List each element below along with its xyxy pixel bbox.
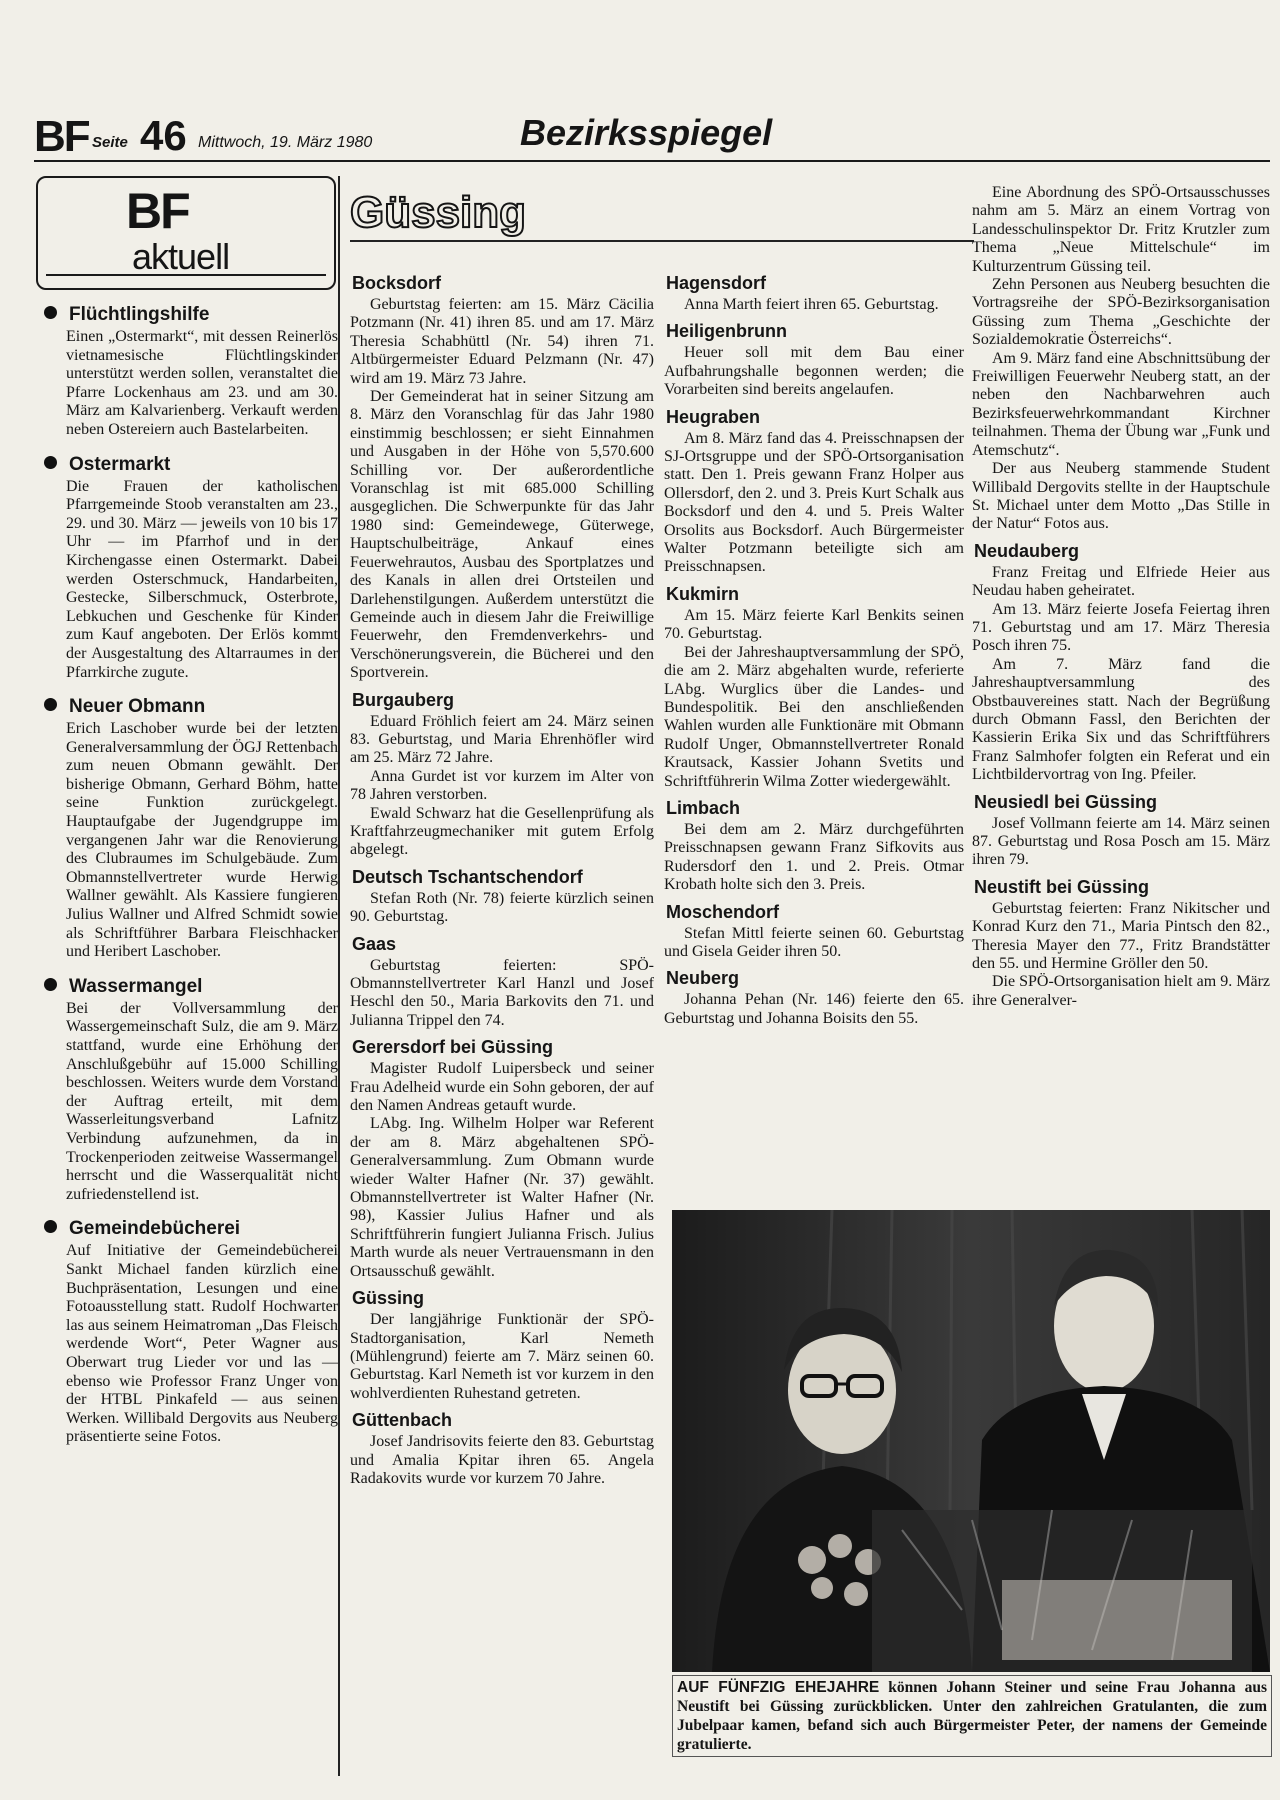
locality-paragraph: Johanna Pehan (Nr. 146) feierte den 65. Geburtstag und Johanna Boisits den 55.: [664, 991, 964, 1027]
locality-paragraph: Geburtstag feierten: SPÖ-Obmannstellvertreter Karl Hanzl und Josef Heschl den 50., Maria Barkovits den 71. und Julianna Trippel den 74.: [350, 956, 654, 1029]
locality-paragraph: LAbg. Ing. Wilhelm Holper war Referent der am 8. März abgehaltenen SPÖ-Generalversammlung. Zum Obmann wurde wieder Walter Hafner (Nr. 37) gewählt. Obmannstellvertreter ist Walter Hafner (Nr. 98), Kassier Julius Hafner und als Schriftführerin fungiert Julianna Frisch. Julius Marth wurde als neuer Vertrauensmann in den Ortsausschuß gewählt.: [350, 1115, 654, 1280]
bf-logo-rule: [46, 274, 326, 276]
locality-paragraph: Geburtstag feierten: Franz Nikitscher und Konrad Kurz den 71., Maria Pintsch den 82., Theresia Mayer den 77., Fritz Brandstätter den 55. und Hermine Gröller den 50.: [972, 899, 1270, 973]
locality-guttenbach: [350, 1409, 654, 1488]
locality-paragraph: Geburtstag feierten: am 15. März Cäcilia Potzmann (Nr. 41) ihren 85. und am 17. März Theresia Schabhüttl (Nr. 54) ihren 71. Altbürgermeister Eduard Pelzmann (Nr. 47) wird am 19. März 73 Jahre.: [350, 296, 654, 387]
couple-photo-graphic: [672, 1210, 1270, 1672]
locality-neuberg: [664, 967, 964, 1028]
locality-heading: Deutsch Tschantschendorf: [352, 866, 583, 887]
locality-paragraph: Der aus Neuberg stammende Student Willibald Dergovits stellte in der Hauptschule St. Michael unter dem Motto „Das Stille in der Natur“ Fotos aus.: [972, 460, 1270, 533]
locality-heading: Gaas: [352, 933, 397, 954]
news-item-neuer-obmann: [36, 696, 338, 962]
locality-gerersdorf-bei-gussing: [350, 1036, 654, 1281]
locality-heading: Güttenbach: [352, 1410, 453, 1431]
news-item-title: Wassermangel: [69, 975, 203, 997]
news-item-ostermarkt: [36, 454, 338, 683]
news-item-gemeindebucherei: [36, 1218, 338, 1447]
locality-bocksdorf: [350, 272, 654, 683]
photo-caption-text: können Johann Steiner und seine Frau Johanna aus Neustift bei Güssing zurückblicken. Unter den zahlreichen Gratulanten, die zum Jubelpaar kamen, befand sich auch Bürgermeister Peter, der namens der Gemeinde gratulierte.: [677, 1679, 1267, 1753]
issue-date: Mittwoch, 19. März 1980: [198, 134, 373, 151]
locality-heading: Neusiedl bei Güssing: [974, 791, 1158, 812]
masthead: [34, 110, 1274, 162]
locality-paragraph: Bei dem am 2. März durchgeführten Preisschnapsen gewann Franz Sifkovits aus Rudersdorf den 1. und 2. Preis. Otmar Krobath holte sich den 3. Preis.: [664, 820, 964, 894]
bullet-dot-icon: [44, 698, 57, 711]
locality-paragraph: Bei der Jahreshauptversammlung der SPÖ, die am 2. März abgehalten wurde, referierte LAbg. Wurglics über die Landes- und Bundespolitik. Bei den anschließenden Wahlen wurden alle Funktionäre mit Obmann Rudolf Unger, Obmannstellvertreter Ronald Krautsack, Kassier Johann Svetits und Schriftführerin Wilma Zotter wiedergewählt.: [664, 643, 964, 790]
locality-heading: Heiligenbrunn: [666, 321, 787, 342]
locality-heading: Moschendorf: [666, 901, 780, 922]
news-item-text: Erich Laschober wurde bei der letzten Generalversammlung der ÖGJ Rettenbach zum neuen Obmann gewählt. Der bisherige Obmann, Gerhard Böhm, hatte seine Funktion zurückgelegt. Hauptaufgabe der Jugendgruppe im vergangenen Jahr war die Renovierung des Clubraumes im Schulgebäude. Zum Obmannstellvertreter wurde Herwig Wallner gewählt. Als Kassiere fungieren Julius Wallner und Alfred Schmidt sowie als Schriftführer Barbara Fleischhacker und Heribert Laschober.: [66, 720, 338, 961]
locality-paragraph: Stefan Mittl feierte seinen 60. Geburtstag und Gisela Geider ihren 50.: [664, 924, 964, 960]
masthead-logo: BF: [34, 112, 89, 161]
locality-paragraph: Eduard Fröhlich feiert am 24. März seinen 83. Geburtstag, und Maria Ehrenhöfler wird am 25. März 72 Jahre.: [350, 712, 654, 767]
news-item-title: Ostermarkt: [69, 453, 171, 475]
news-item-heading: [44, 454, 338, 476]
guessing-column-4: [972, 184, 1270, 1010]
locality-moschendorf: [664, 901, 964, 962]
locality-heading: Gerersdorf bei Güssing: [352, 1037, 554, 1058]
photo-caption-lead: AUF FÜNFZIG EHEJAHRE: [677, 1679, 880, 1696]
locality-heiligenbrunn: [664, 320, 964, 399]
locality-paragraph: Josef Jandrisovits feierte den 83. Geburtstag und Amalia Kpitar ihren 65. Angela Radakovits wurde vor kurzem 70 Jahre.: [350, 1433, 654, 1487]
locality-heading: Kukmirn: [666, 583, 740, 604]
header-rule: [34, 160, 1270, 162]
bullet-dot-icon: [44, 456, 57, 469]
couple-photo: [672, 1210, 1270, 1672]
news-item-text: Bei der Vollversammlung der Wassergemeinschaft Sulz, die am 9. März stattfand, wurde eine Erhöhung der Anschlußgebühr auf 15.000 Schilling beschlossen. Weiters wurde dem Vorstand der Auftrag erteilt, mit dem Wasserleitungsverband Lafnitz Verbindung aufzunehmen, da in Trockenperioden zeitweise Wassermangel herrscht und die Wasserqualität nicht zufriedenstellend ist.: [66, 999, 338, 1203]
locality-paragraph: Ewald Schwarz hat die Gesellenprüfung als Kraftfahrzeugmechaniker mit gutem Erfolg abgelegt.: [350, 804, 654, 859]
locality-paragraph: Der Gemeinderat hat in seiner Sitzung am 8. März den Voranschlag für das Jahr 1980 einstimmig beschlossen; er sieht Einnahmen und Ausgaben in der Höhe von 5,570.600 Schilling vor. Der außerordentliche Voranschlag ist mit 685.000 Schilling ausgeglichen. Die Schwerpunkte für das Jahr 1980 sind: Gemeindewege, Güterwege, Hauptschulbeiträge, Ankauf eines Feuerwehrautos, Ausbau des Sportplatzes und des Kanals in allen drei Ortsteilen und Darlehenstilgungen. Außerdem unterstützt die Gemeinde auch in diesem Jahr die Freiwillige Feuerwehr, den Fremdenverkehrs- und Verschönerungsverein, die Bücherei und den Sportverein.: [350, 388, 654, 682]
bf-subtitle: aktuell: [132, 236, 230, 277]
locality-heading: Bocksdorf: [352, 273, 442, 293]
news-item-title: Gemeindebücherei: [69, 1218, 241, 1240]
bullet-dot-icon: [44, 1220, 57, 1233]
locality-heading: Neudauberg: [974, 540, 1080, 561]
news-item-title: Neuer Obmann: [69, 696, 206, 718]
locality-heading: Hagensdorf: [666, 273, 767, 293]
locality-paragraph: Am 13. März feierte Josefa Feiertag ihren 71. Geburtstag und am 17. März Theresia Posch ihren 75.: [972, 600, 1270, 655]
locality-heading: Güssing: [352, 1288, 425, 1309]
locality-heading: Neustift bei Güssing: [974, 876, 1150, 897]
locality-intro: [972, 184, 1270, 534]
guessing-column-3: [664, 266, 964, 1028]
photo-caption: [672, 1675, 1272, 1757]
locality-paragraph: Am 8. März fand das 4. Preisschnapsen der SJ-Ortsgruppe und der SPÖ-Ortsorganisation statt. Den 1. Preis gewann Franz Holper aus Ollersdorf, den 2. und 3. Preis Kurt Schalk aus Bocksdorf und den 4. und 5. Preis Walter Orsolits aus Bocksdorf. Auch Bürgermeister Walter Potzmann beteiligte sich am Preisschnapsen.: [664, 429, 964, 576]
locality-paragraph: Josef Vollmann feierte am 14. März seinen 87. Geburtstag und Rosa Posch am 15. März ihren 79.: [972, 814, 1270, 869]
locality-kukmirn: [664, 583, 964, 791]
news-item-heading: [44, 304, 338, 326]
news-item-title: Flüchtlingshilfe: [69, 304, 210, 325]
locality-paragraph: Zehn Personen aus Neuberg besuchten die Vortragsreihe der SPÖ-Bezirksorganisation Güssing zum Thema „Geschichte der Sozialdemokratie Österreichs“.: [972, 276, 1270, 349]
section-title: Bezirksspiegel: [520, 112, 773, 153]
news-item-heading: [44, 696, 338, 718]
locality-burgauberg: [350, 689, 654, 860]
locality-paragraph: Am 9. März fand eine Abschnittsübung der Freiwilligen Feuerwehr Neuberg statt, an der neben den Nachbarwehren auch Bezirksfeuerwehrkommandant Kirchner teilnahmen. Thema der Übung war „Funk und Atemschutz“.: [972, 349, 1270, 459]
locality-paragraph: Der langjährige Funktionär der SPÖ-Stadtorganisation, Karl Nemeth (Mühlengrund) feierte am 7. März seinen 60. Geburtstag. Karl Nemeth ist vor kurzem in den wohlverdienten Ruhestand getreten.: [350, 1311, 654, 1402]
locality-paragraph: Die SPÖ-Ortsorganisation hielt am 9. März ihre Generalver-: [972, 973, 1270, 1009]
locality-paragraph: Stefan Roth (Nr. 78) feierte kürzlich seinen 90. Geburtstag.: [350, 889, 654, 926]
locality-gussing: [350, 1287, 654, 1403]
bullet-dot-icon: [44, 978, 57, 991]
page-label: Seite: [92, 134, 128, 151]
locality-heading: Heugraben: [666, 406, 761, 427]
guessing-title-rule: [350, 240, 974, 242]
locality-neustift-bei-gussing: [972, 876, 1270, 1010]
locality-deutsch-tschantschendorf: [350, 866, 654, 927]
locality-heading: Limbach: [666, 797, 741, 818]
news-item-heading: [44, 1218, 338, 1240]
guessing-column-2: [350, 266, 654, 1488]
news-item-text: Auf Initiative der Gemeindebücherei Sankt Michael fanden kürzlich eine Buchpräsentation, Lesungen und eine Fotoausstellung statt. Rudolf Hochwarter las aus seinem Heimatroman „Das Fleisch werdende Wort“, Peter Wagner aus Oberwart trug Lieder vor und las — ebenso wie Professor Franz Unger von der HTBL Pinkafeld — aus seinen Werken. Willibald Dergovits aus Neuberg präsentierte seine Fotos.: [66, 1242, 338, 1446]
page-number: 46: [140, 112, 187, 159]
locality-limbach: [664, 797, 964, 895]
locality-paragraph: Heuer soll mit dem Bau einer Aufbahrungshalle begonnen werden; die Vorarbeiten sind bereits angelaufen.: [664, 344, 964, 399]
news-item-text: Die Frauen der katholischen Pfarrgemeinde Stoob veranstalten am 23., 29. und 30. März — jeweils von 10 bis 17 Uhr — im Pfarrhof und in der Kirchengasse einen Ostermarkt. Dabei werden Osterschmuck, Handarbeiten, Gestecke, Silberschmuck, Osterbrote, Lebkuchen und Geschenke für Kinder zum Kauf angeboten. Der Erlös kommt der Ausgestaltung des Altarraumes in der Pfarrkirche zugute.: [66, 477, 338, 681]
news-item-fluchtlingshilfe: [36, 304, 338, 440]
bf-aktuell-items: [36, 304, 338, 1447]
bf-logo: BF: [126, 183, 189, 239]
locality-hagensdorf: [664, 272, 964, 314]
locality-neusiedl-bei-gussing: [972, 791, 1270, 870]
locality-heugraben: [664, 406, 964, 577]
news-item-text: Einen „Ostermarkt“, mit dessen Reinerlös vietnamesische Flüchtlingskinder unterstützt werden sollen, veranstaltet die Pfarre Lockenhaus am 23. und am 30. März am Kalvarienberg. Verkauft werden neben Ostereiern auch Bastelarbeiten.: [66, 328, 338, 438]
locality-neudauberg: [972, 540, 1270, 785]
news-item-heading: [44, 976, 338, 998]
bf-aktuell-column: [36, 176, 340, 1776]
locality-paragraph: Eine Abordnung des SPÖ-Ortsausschusses nahm am 5. März an einem Vortrag von Landesschulinspektor Dr. Fritz Krutzler zum Thema „Neue Mittelschule“ im Kulturzentrum Güssing teil.: [972, 184, 1270, 275]
locality-paragraph: Anna Marth feiert ihren 65. Geburtstag.: [684, 296, 939, 313]
locality-paragraph: Am 15. März feierte Karl Benkits seinen 70. Geburtstag.: [664, 606, 964, 643]
locality-gaas: [350, 933, 654, 1031]
locality-paragraph: Magister Rudolf Luipersbeck und seiner Frau Adelheid wurde ein Sohn geboren, der auf den Namen Andreas getauft wurde.: [350, 1060, 654, 1115]
locality-paragraph: Am 7. März fand die Jahreshauptversammlung des Obstbauvereines statt. Nach der Begrüßung durch Obmann Fassl, den Berichten der Kassierin Erika Six und das Schriftführers Franz Salmhofer folgten ein Referat und ein Lichtbildervortrag von Ing. Pfeiler.: [972, 655, 1270, 784]
news-item-wassermangel: [36, 976, 338, 1205]
bullet-dot-icon: [44, 306, 57, 319]
locality-paragraph: Franz Freitag und Elfriede Heier aus Neudau haben geheiratet.: [972, 563, 1270, 600]
bf-aktuell-logo-box: [36, 176, 336, 290]
locality-heading: Neuberg: [666, 968, 740, 989]
locality-paragraph: Anna Gurdet ist vor kurzem im Alter von 78 Jahren verstorben.: [350, 767, 654, 804]
guessing-section-title: Güssing: [350, 188, 527, 237]
locality-heading: Burgauberg: [352, 689, 455, 710]
